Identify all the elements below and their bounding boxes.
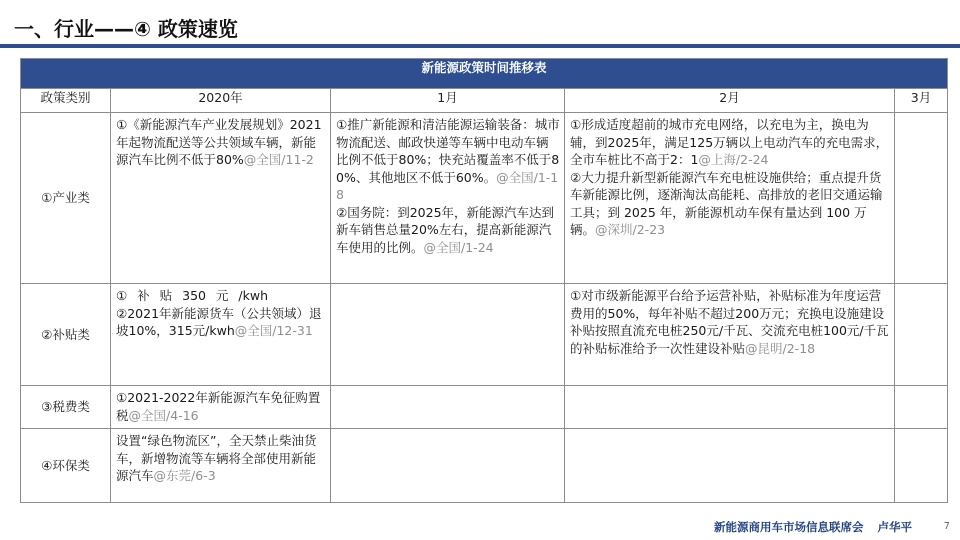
policy-cell [565,284,895,386]
footer-org: 新能源商用车市场信息联席会 [714,520,864,534]
policy-item [336,204,560,257]
empty-cell [565,429,895,503]
table-row [21,284,948,386]
empty-cell [331,429,565,503]
column-header-jan: 1月 [331,89,565,113]
policy-cell [111,113,331,284]
policy-text: ①推广新能源和清洁能源运输装备：城市物流配送、邮政快递等车辆中电动车辆比例不低于80%；快充站覆盖率不低于80%、其他地区不低于60%。 [336,117,560,185]
table-row [21,429,948,503]
category-cell: ②补贴类 [21,284,111,386]
category-cell: ①产业类 [21,113,111,284]
category-cell: ④环保类 [21,429,111,503]
title-underline [0,44,960,48]
policy-item: ① 补 贴 350 元 /kwh [116,288,269,303]
policy-cell [111,284,331,386]
policy-timeline-table [20,58,948,503]
category-cell: ③税费类 [21,386,111,429]
policy-source: @深圳/2-23 [595,222,666,237]
policy-source: @全国/12-31 [234,323,313,338]
table-caption: 新能源政策时间推移表 [21,59,948,89]
footer-author: 卢华平 [877,520,912,534]
policy-cell [331,113,565,284]
policy-source: @全国/1-24 [423,239,494,255]
column-header-category: 政策类别 [21,89,111,113]
column-header-feb: 2月 [565,89,895,113]
empty-cell [895,113,948,284]
policy-source: @东莞/6-3 [153,468,216,483]
policy-source: @昆明/2-18 [745,340,816,356]
policy-text: ①《新能源汽车产业发展规划》2021年起物流配送等公共领域车辆，新能源汽车比例不低于80% [116,117,322,167]
policy-text: ①2021-2022年新能源汽车免征购置税 [116,390,321,423]
policy-source: @全国/4-16 [128,407,199,423]
empty-cell [895,429,948,503]
policy-text: ②国务院：到2025年，新能源汽车达到新车销售总量20%左右，提高新能源汽车使用的比例。 [336,204,555,255]
empty-cell [895,284,948,386]
empty-cell [331,386,565,429]
policy-text: ①形成适度超前的城市充电网络，以充电为主，换电为辅，到2025年，满足125万辆以上电动汽车的充电需求，全市车桩比不高于2：1 [570,117,889,167]
policy-item [336,116,560,204]
policy-source: @全国/1-18 [336,169,559,202]
table-row [21,386,948,429]
table-row [21,113,948,284]
page-number: 7 [943,521,950,532]
policy-source: @全国/11-2 [243,152,314,167]
policy-cell [111,429,331,503]
empty-cell [331,284,565,386]
page-title: 一、行业——④ 政策速览 [14,17,238,41]
policy-cell [565,113,895,284]
policy-item [570,169,890,239]
footer [714,519,912,535]
policy-cell [111,386,331,429]
policy-text: ②大力提升新型新能源汽车充电桩设施供给；重点提升货车新能源比例，逐渐淘汰高能耗、高排放的老旧交通运输工具；到 2025 年，新能源机动车保有量达到 100 万辆。 [570,169,883,237]
column-header-mar: 3月 [895,89,948,113]
empty-cell [565,386,895,429]
policy-text: ②2021年新能源货车（公共领域）退坡10%，315元/kwh [116,305,322,338]
policy-text: ①对市级新能源平台给予运营补贴，补贴标准为年度运营费用的50%，每年补贴不超过200万元；充换电设施建设补贴按照直流充电桩250元/千瓦、交流充电桩100元/千瓦的补贴标准给予一次性建设补贴 [570,288,889,356]
policy-item [570,116,890,169]
policy-item [116,305,326,340]
empty-cell [895,386,948,429]
policy-text: 设置“绿色物流区”，全天禁止柴油货车，新增物流等车辆将全部使用新能源汽车 [116,433,317,483]
policy-source: @上海/2-24 [698,152,769,167]
column-header-2020: 2020年 [111,89,331,113]
